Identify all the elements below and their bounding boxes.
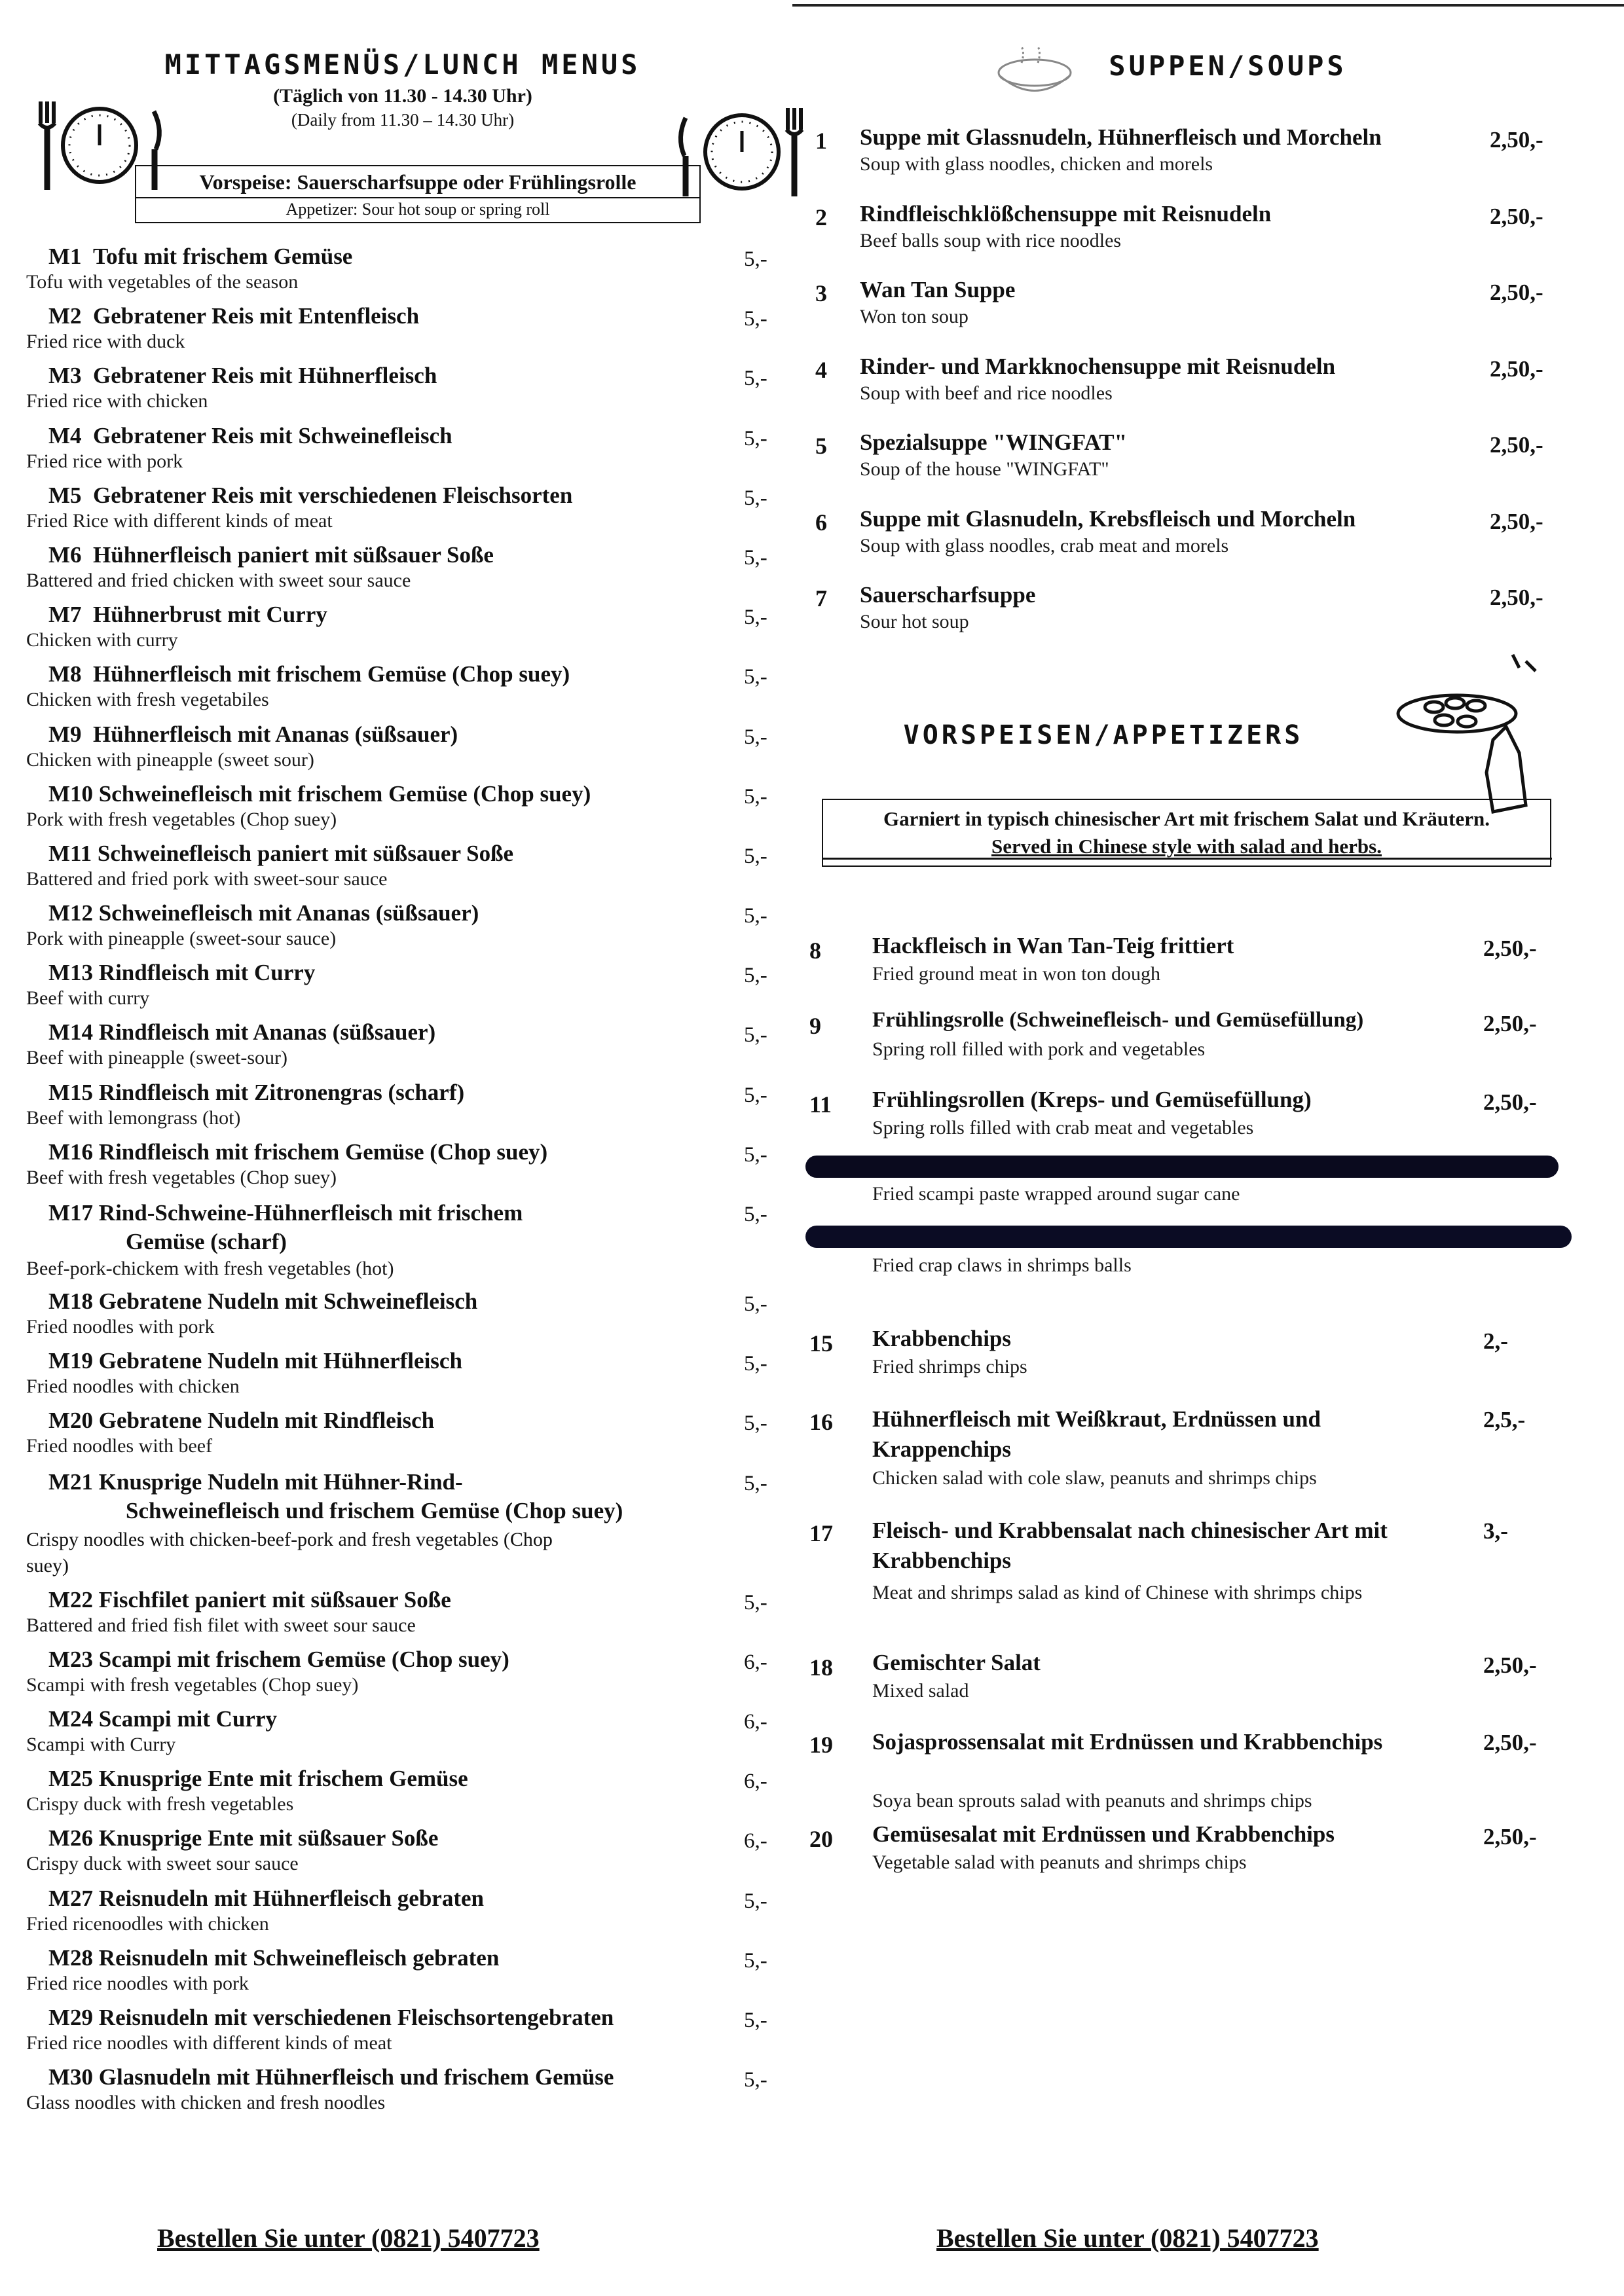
item-number: 5 <box>815 433 827 459</box>
item-name: M22 Fischfilet paniert mit süßsauer Soße <box>48 1586 451 1613</box>
item-english: Fried noodles with pork <box>26 1316 215 1338</box>
item-name: M10 Schweinefleisch mit frischem Gemüse (Chop suey) <box>48 780 591 807</box>
item-name: Krabbenchips <box>872 1326 1011 1351</box>
item-price: 6,- <box>744 1770 767 1794</box>
appetizers-title: VORSPEISEN/APPETIZERS <box>903 720 1304 750</box>
item-english: Chicken with pineapple (sweet sour) <box>26 748 314 771</box>
item-name: M24 Scampi mit Curry <box>48 1705 277 1732</box>
item-number: 11 <box>809 1091 832 1118</box>
lunch-hours-de: (Täglich von 11.30 - 14.30 Uhr) <box>273 85 532 107</box>
item-english: Soya bean sprouts salad with peanuts and shrimps chips <box>872 1790 1312 1812</box>
item-number: 6 <box>815 509 827 536</box>
item-name: Hühnerfleisch mit Weißkraut, Erdnüssen und Krappenchips <box>872 1406 1321 1462</box>
lunch-item <box>26 960 799 1019</box>
item-price: 2,- <box>1483 1328 1508 1354</box>
item-price: 2,50,- <box>1483 1730 1537 1755</box>
item-price: 2,50,- <box>1490 432 1543 458</box>
item-english: Glass noodles with chicken and fresh noodles <box>26 2092 386 2114</box>
lunch-hours-en: (Daily from 11.30 – 14.30 Uhr) <box>291 110 515 130</box>
item-price: 2,5,- <box>1483 1407 1526 1432</box>
item-english: Meat and shrimps salad as kind of Chinese with shrimps chips <box>872 1582 1363 1603</box>
item-price: 2,50,- <box>1490 280 1543 305</box>
lunch-item <box>26 363 799 422</box>
lunch-item <box>26 1766 799 1825</box>
lunch-item <box>26 1647 799 1706</box>
item-name: Fleisch- und Krabbensalat nach chinesischer Art mit Krabbenchips <box>872 1518 1388 1573</box>
lunch-item <box>26 244 799 303</box>
item-english: Fried noodles with chicken <box>26 1376 240 1398</box>
item-price: 5,- <box>744 2068 767 2092</box>
item-price: 2,50,- <box>1490 127 1543 153</box>
item-name: Suppe mit Glassnudeln, Hühnerfleisch und Morcheln <box>860 124 1382 150</box>
item-english: Crispy noodles with chicken-beef-pork and fresh vegetables (Chop suey) <box>26 1528 553 1576</box>
item-english: Fried rice with pork <box>26 450 183 472</box>
item-name: M8 Hühnerfleisch mit frischem Gemüse (Chop suey) <box>48 661 570 687</box>
item-english: Fried crap claws in shrimps balls <box>872 1254 1132 1276</box>
lunch-items-list <box>26 244 799 2124</box>
lunch-item <box>26 542 799 602</box>
item-english: Fried Rice with different kinds of meat <box>26 509 333 532</box>
order-phone-right: Bestellen Sie unter (0821) 5407723 <box>936 2223 1319 2253</box>
item-english: Soup with glass noodles, crab meat and morels <box>860 534 1229 556</box>
item-name: M17 Rind-Schweine-Hühnerfleisch mit frischem Gemüse (scharf) <box>48 1200 523 1254</box>
item-number: 1 <box>815 128 827 154</box>
item-english: Beef balls soup with rice noodles <box>860 229 1122 251</box>
item-price: 5,- <box>744 665 767 689</box>
garnish-note-de: Garniert in typisch chinesischer Art mit frischem Salat und Kräutern. <box>883 807 1490 830</box>
item-english: Fried ricenoodles with chicken <box>26 1912 269 1935</box>
lunch-item <box>26 1886 799 1945</box>
item-english: Fried ground meat in won ton dough <box>872 963 1160 985</box>
item-english: Fried shrimps chips <box>872 1356 1027 1377</box>
garnish-note-en: Served in Chinese style with salad and herbs. <box>991 835 1382 858</box>
item-name: M4 Gebratener Reis mit Schweinefleisch <box>48 422 452 448</box>
item-english: Battered and fried chicken with sweet sour sauce <box>26 569 411 591</box>
item-english: Soup with glass noodles, chicken and morels <box>860 153 1213 175</box>
item-english: Fried rice noodles with different kinds of meat <box>26 2032 392 2054</box>
item-price: 5,- <box>744 426 767 450</box>
item-name: M12 Schweinefleisch mit Ananas (süßsauer) <box>48 900 479 926</box>
item-english: Crispy duck with fresh vegetables <box>26 1793 294 1815</box>
item-name: M27 Reisnudeln mit Hühnerfleisch gebraten <box>48 1885 484 1911</box>
item-english: Chicken salad with cole slaw, peanuts and shrimps chips <box>872 1467 1317 1489</box>
lunch-item <box>26 1587 799 1647</box>
lunch-item <box>26 423 799 483</box>
item-name: M2 Gebratener Reis mit Entenfleisch <box>48 303 420 329</box>
item-price: 6,- <box>744 1829 767 1853</box>
item-name: Frühlingsrollen (Kreps- und Gemüsefüllung) <box>872 1087 1312 1112</box>
item-name: M14 Rindfleisch mit Ananas (süßsauer) <box>48 1019 436 1046</box>
item-price: 5,- <box>744 1948 767 1973</box>
item-number: 15 <box>809 1330 833 1357</box>
item-name: M19 Gebratene Nudeln mit Hühnerfleisch <box>48 1348 462 1374</box>
item-english: Scampi with fresh vegetables (Chop suey) <box>26 1673 359 1696</box>
item-name: M26 Knusprige Ente mit süßsauer Soße <box>48 1825 439 1851</box>
item-number: 2 <box>815 204 827 230</box>
lunch-item <box>26 1139 799 1199</box>
item-price: 5,- <box>744 247 767 271</box>
item-english: Vegetable salad with peanuts and shrimps chips <box>872 1851 1247 1873</box>
section-divider <box>822 858 1552 860</box>
item-number: 7 <box>815 585 827 611</box>
item-english: Pork with pineapple (sweet-sour sauce) <box>26 928 337 950</box>
item-price: 5,- <box>744 1412 767 1436</box>
item-price: 5,- <box>744 784 767 809</box>
item-number: 8 <box>809 938 821 964</box>
lunch-item <box>26 661 799 721</box>
item-english: Soup with beef and rice noodles <box>860 382 1113 404</box>
item-name: M16 Rindfleisch mit frischem Gemüse (Chop suey) <box>48 1139 548 1165</box>
item-price: 5,- <box>744 606 767 630</box>
item-name: M1 Tofu mit frischem Gemüse <box>48 244 353 269</box>
strikeout-scribble <box>805 1156 1559 1178</box>
lunch-item <box>26 1199 799 1288</box>
item-name: Sojasprossensalat mit Erdnüssen und Krabbenchips <box>872 1729 1383 1755</box>
item-price: 5,- <box>744 1023 767 1048</box>
item-price: 5,- <box>744 2008 767 2032</box>
item-price: 2,50,- <box>1490 508 1543 534</box>
lunch-item <box>26 841 799 900</box>
item-price: 2,50,- <box>1483 1652 1537 1678</box>
item-english: Fried rice with chicken <box>26 390 208 412</box>
lunch-item <box>26 1825 799 1885</box>
item-english: Beef with curry <box>26 987 150 1010</box>
lunch-item <box>26 1408 799 1467</box>
item-name: Frühlingsrolle (Schweinefleisch- und Gemüsefüllung) <box>872 1008 1364 1032</box>
item-english: Scampi with Curry <box>26 1733 176 1755</box>
item-price: 2,50,- <box>1490 585 1543 610</box>
item-name: Hackfleisch in Wan Tan-Teig frittiert <box>872 933 1234 958</box>
item-english: Soup of the house "WINGFAT" <box>860 458 1109 480</box>
item-english: Beef-pork-chickem with fresh vegetables (hot) <box>26 1258 394 1279</box>
item-english: Sour hot soup <box>860 611 969 632</box>
item-number: 3 <box>815 280 827 306</box>
item-english: Spring roll filled with pork and vegetables <box>872 1038 1206 1060</box>
item-price: 5,- <box>744 367 767 391</box>
item-name: M13 Rindfleisch mit Curry <box>48 960 316 986</box>
item-name: Sauerscharfsuppe <box>860 582 1036 608</box>
item-price: 5,- <box>744 725 767 749</box>
item-price: 5,- <box>744 545 767 570</box>
lunch-item <box>26 721 799 781</box>
item-english: Mixed salad <box>872 1680 969 1702</box>
item-name: M29 Reisnudeln mit verschiedenen Fleischsortengebraten <box>48 2004 614 2030</box>
soup-item <box>802 277 1598 354</box>
soup-item <box>802 124 1598 201</box>
lunch-item <box>26 2064 799 2124</box>
item-name: M30 Glasnudeln mit Hühnerfleisch und frischem Gemüse <box>48 2064 614 2090</box>
item-english: Battered and fried fish filet with sweet sour sauce <box>26 1614 416 1636</box>
item-price: 3,- <box>1483 1518 1508 1544</box>
item-number: 18 <box>809 1654 833 1681</box>
item-name: Gemüsesalat mit Erdnüssen und Krabbenchips <box>872 1821 1335 1847</box>
lunch-item <box>26 1706 799 1766</box>
lunch-item <box>26 781 799 841</box>
item-english: Chicken with fresh vegetabiles <box>26 689 269 711</box>
top-rule <box>792 4 1624 7</box>
order-phone-left: Bestellen Sie unter (0821) 5407723 <box>157 2223 540 2253</box>
item-english: Fried scampi paste wrapped around sugar cane <box>872 1183 1240 1205</box>
item-price: 5,- <box>744 1142 767 1167</box>
lunch-item <box>26 1945 799 2005</box>
item-price: 5,- <box>744 904 767 928</box>
appetizer-en: Appetizer: Sour hot soup or spring roll <box>136 197 699 219</box>
item-price: 5,- <box>744 844 767 868</box>
item-english: Beef with pineapple (sweet-sour) <box>26 1047 288 1069</box>
item-name: M3 Gebratener Reis mit Hühnerfleisch <box>48 363 437 389</box>
item-price: 5,- <box>744 307 767 331</box>
item-name: Wan Tan Suppe <box>860 277 1016 302</box>
item-price: 2,50,- <box>1490 355 1543 382</box>
soup-item <box>802 429 1598 506</box>
lunch-item <box>26 2005 799 2064</box>
item-price: 6,- <box>744 1650 767 1674</box>
item-english: Chicken with curry <box>26 629 178 651</box>
lunch-item <box>26 303 799 363</box>
item-price: 2,50,- <box>1483 1089 1537 1115</box>
lunch-item <box>26 1019 799 1079</box>
item-number: 20 <box>809 1826 833 1852</box>
item-number: 9 <box>809 1013 821 1039</box>
soup-item <box>802 354 1598 430</box>
lunch-item <box>26 483 799 542</box>
item-price: 5,- <box>744 1292 767 1316</box>
item-english: Fried noodles with beef <box>26 1435 213 1457</box>
item-name: Spezialsuppe "WINGFAT" <box>860 429 1128 455</box>
item-price: 5,- <box>744 1352 767 1376</box>
item-name: M9 Hühnerfleisch mit Ananas (süßsauer) <box>48 721 458 747</box>
lunch-item <box>26 1288 799 1348</box>
strikeout-scribble <box>805 1226 1572 1248</box>
item-english: Beef with lemongrass (hot) <box>26 1106 241 1129</box>
item-name: M15 Rindfleisch mit Zitronengras (scharf) <box>48 1079 465 1105</box>
item-name: Rinder- und Markknochensuppe mit Reisnudeln <box>860 353 1336 379</box>
item-name: M18 Gebratene Nudeln mit Schweinefleisch <box>48 1288 478 1314</box>
item-english: Tofu with vegetables of the season <box>26 271 299 293</box>
soup-item <box>802 201 1598 278</box>
item-name: M20 Gebratene Nudeln mit Rindfleisch <box>48 1408 435 1434</box>
item-english: Pork with fresh vegetables (Chop suey) <box>26 808 337 830</box>
item-price: 5,- <box>744 1590 767 1614</box>
soup-item <box>802 506 1598 583</box>
item-english: Beef with fresh vegetables (Chop suey) <box>26 1166 337 1188</box>
item-price: 2,50,- <box>1490 203 1543 229</box>
item-name: M11 Schweinefleisch paniert mit süßsauer Soße <box>48 840 514 866</box>
lunch-item <box>26 1080 799 1139</box>
item-name: M7 Hühnerbrust mit Curry <box>48 602 327 628</box>
appetizer-box <box>135 165 701 223</box>
lunch-item <box>26 602 799 661</box>
item-english: Spring rolls filled with crab meat and vegetables <box>872 1117 1254 1139</box>
item-price: 5,- <box>744 1471 767 1495</box>
item-price: 2,50,- <box>1483 1824 1537 1850</box>
item-english: Fried rice with duck <box>26 331 185 353</box>
item-english: Fried rice noodles with pork <box>26 1972 249 1994</box>
item-price: 2,50,- <box>1483 936 1537 961</box>
item-price: 5,- <box>744 964 767 988</box>
garnish-note-box <box>822 799 1551 867</box>
item-english: Battered and fried pork with sweet-sour sauce <box>26 867 388 890</box>
item-price: 5,- <box>744 486 767 510</box>
item-name: M6 Hühnerfleisch paniert mit süßsauer Soße <box>48 541 494 568</box>
item-price: 5,- <box>744 1083 767 1107</box>
item-price: 2,50,- <box>1483 1011 1537 1036</box>
item-price: 6,- <box>744 1709 767 1734</box>
lunch-item <box>26 1348 799 1408</box>
item-number: 16 <box>809 1409 833 1435</box>
lunch-menu-title: MITTAGSMENÜS/LUNCH MENUS <box>164 48 641 81</box>
item-price: 5,- <box>744 1203 767 1226</box>
item-name: Suppe mit Glasnudeln, Krebsfleisch und Morcheln <box>860 505 1356 532</box>
item-name: M28 Reisnudeln mit Schweinefleisch gebraten <box>48 1944 500 1971</box>
item-name: M25 Knusprige Ente mit frischem Gemüse <box>48 1766 468 1792</box>
item-price: 5,- <box>744 1889 767 1913</box>
item-name: M23 Scampi mit frischem Gemüse (Chop suey) <box>48 1646 509 1672</box>
item-number: 4 <box>815 356 827 383</box>
item-name: M5 Gebratener Reis mit verschiedenen Fleischsorten <box>48 482 573 508</box>
appetizer-de: Vorspeise: Sauerscharfsuppe oder Frühlingsrolle <box>199 170 637 194</box>
soups-list <box>802 124 1598 659</box>
lunch-item <box>26 1468 799 1587</box>
item-english: Crispy duck with sweet sour sauce <box>26 1853 299 1875</box>
lunch-item <box>26 900 799 960</box>
soups-title: SUPPEN/SOUPS <box>1109 50 1347 82</box>
item-number: 17 <box>809 1520 833 1546</box>
item-english: Won ton soup <box>860 306 969 327</box>
item-name: Rindfleischklößchensuppe mit Reisnudeln <box>860 200 1272 227</box>
item-name: M21 Knusprige Nudeln mit Hühner-Rind- Schweinefleisch und frischem Gemüse (Chop suey) <box>48 1468 623 1523</box>
item-name: Gemischter Salat <box>872 1650 1041 1675</box>
item-number: 19 <box>809 1732 833 1758</box>
